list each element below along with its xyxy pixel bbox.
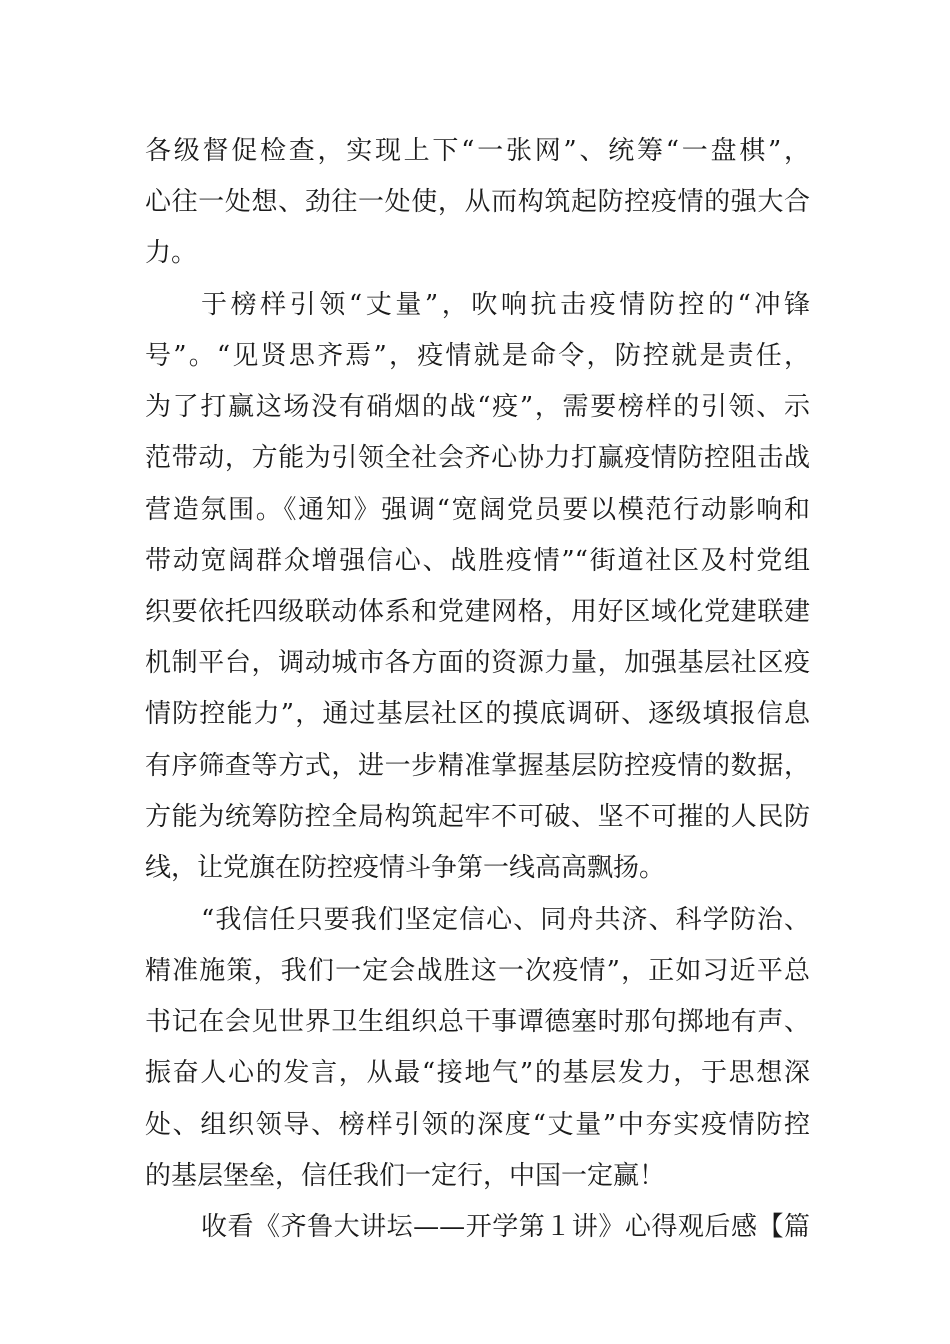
text-line: 为了打赢这场没有硝烟的战“疫”，需要榜样的引领、示 [145, 392, 810, 422]
text-line: 情防控能力”，通过基层社区的摸底调研、逐级填报信息 [145, 699, 810, 729]
text-line: 营造氛围。《通知》强调“宽阔党员要以模范行动影响和 [145, 495, 810, 525]
section-heading: 收看《齐鲁大讲坛——开学第１讲》心得观后感【篇 [201, 1212, 810, 1242]
paragraph-first-line: 于榜样引领“丈量”，吹响抗击疫情防控的“冲锋 [201, 290, 810, 320]
text-line: 书记在会见世界卫生组织总干事谭德塞时那句掷地有声、 [145, 1007, 810, 1037]
text-line: 方能为统筹防控全局构筑起牢不可破、坚不可摧的人民防 [145, 802, 810, 832]
text-line: 范带动，方能为引领全社会齐心协力打赢疫情防控阻击战 [145, 443, 810, 473]
text-line: 线，让党旗在防控疫情斗争第一线高高飘扬。 [145, 853, 666, 883]
text-line: 各级督促检查，实现上下“一张网”、统筹“一盘棋”， [145, 136, 810, 166]
text-line: 心往一处想、劲往一处使，从而构筑起防控疫情的强大合 [145, 187, 810, 217]
text-line: 处、组织领导、榜样引领的深度“丈量”中夯实疫情防控 [145, 1110, 810, 1140]
text-line: 有序筛查等方式，进一步精准掌握基层防控疫情的数据， [145, 751, 810, 781]
text-line: 机制平台，调动城市各方面的资源力量，加强基层社区疫 [145, 648, 810, 678]
paragraph-first-line: “我信任只要我们坚定信心、同舟共济、科学防治、 [201, 905, 810, 935]
text-line: 振奋人心的发言，从最“接地气”的基层发力，于思想深 [145, 1058, 810, 1088]
text-line: 号”。“见贤思齐焉”，疫情就是命令，防控就是责任， [145, 341, 810, 371]
text-line: 带动宽阔群众增强信心、战胜疫情”“街道社区及村党组 [145, 546, 810, 576]
text-line: 力。 [145, 238, 198, 268]
text-line: 的基层堡垒，信任我们一定行，中国一定赢！ [145, 1161, 666, 1191]
text-line: 精准施策，我们一定会战胜这一次疫情”，正如习近平总 [145, 956, 810, 986]
text-line: 织要依托四级联动体系和党建网格，用好区域化党建联建 [145, 597, 810, 627]
